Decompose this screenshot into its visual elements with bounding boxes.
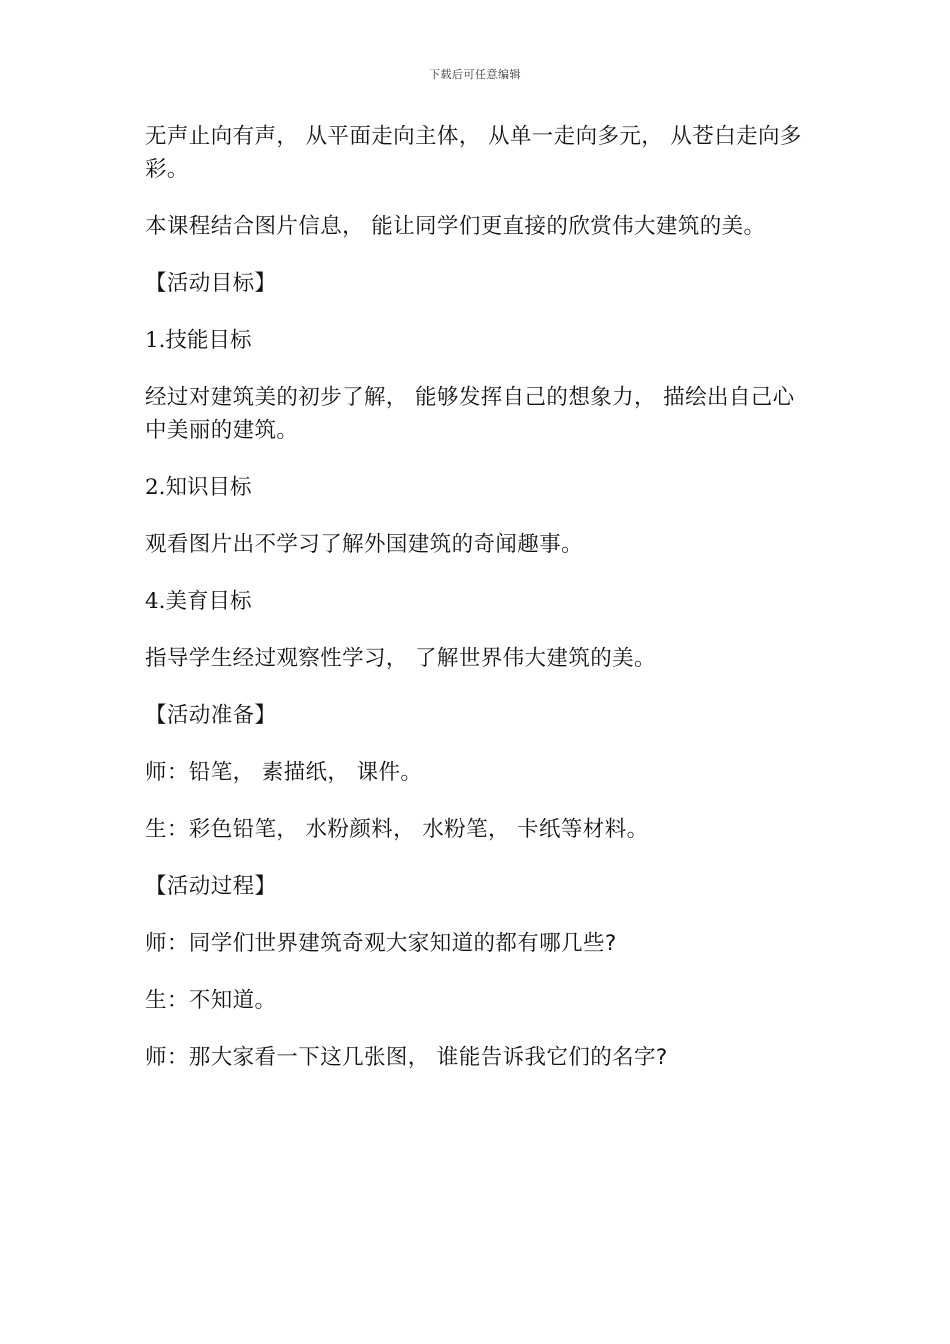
goal-title: 美育目标: [165, 589, 252, 614]
section-heading-preparation: 【活动准备】: [145, 703, 277, 728]
page-header: 下载后可任意编辑: [429, 68, 521, 81]
goal-item-knowledge: [145, 471, 815, 504]
paragraph-course: 本课程结合图片信息， 能让同学们更直接的欣赏伟大建筑的美。: [145, 214, 766, 239]
paragraph-student-materials: 生：彩色铅笔， 水粉颜料， 水粉笔， 卡纸等材料。: [145, 817, 649, 842]
goal-number: 4.: [145, 589, 166, 614]
dialogue-line: 师：同学们世界建筑奇观大家知道的都有哪几些?: [145, 931, 617, 956]
section-heading-process: 【活动过程】: [145, 874, 277, 899]
dialogue-line: 生：不知道。: [145, 988, 277, 1013]
goal-item-aesthetic: [145, 585, 815, 618]
goal-number: 1.: [145, 328, 166, 353]
goal-title: 技能目标: [165, 328, 252, 353]
goal-title: 知识目标: [165, 475, 252, 500]
paragraph-aesthetic: 指导学生经过观察性学习， 了解世界伟大建筑的美。: [145, 646, 656, 671]
document-body: [145, 120, 815, 1098]
paragraph-skill: 经过对建筑美的初步了解， 能够发挥自己的想象力， 描绘出自己心中美丽的建筑。: [145, 385, 795, 443]
goal-item-skill: [145, 324, 815, 357]
goal-number: 2.: [145, 475, 166, 500]
section-heading-goals: 【活动目标】: [145, 271, 277, 296]
dialogue-line: 师：那大家看一下这几张图， 谁能告诉我它们的名字?: [145, 1045, 668, 1070]
paragraph-knowledge: 观看图片出不学习了解外国建筑的奇闻趣事。: [145, 532, 584, 557]
paragraph-intro: 无声止向有声， 从平面走向主体， 从单一走向多元， 从苍白走向多彩。: [145, 124, 802, 182]
paragraph-teacher-materials: 师：铅笔， 素描纸， 课件。: [145, 760, 423, 785]
